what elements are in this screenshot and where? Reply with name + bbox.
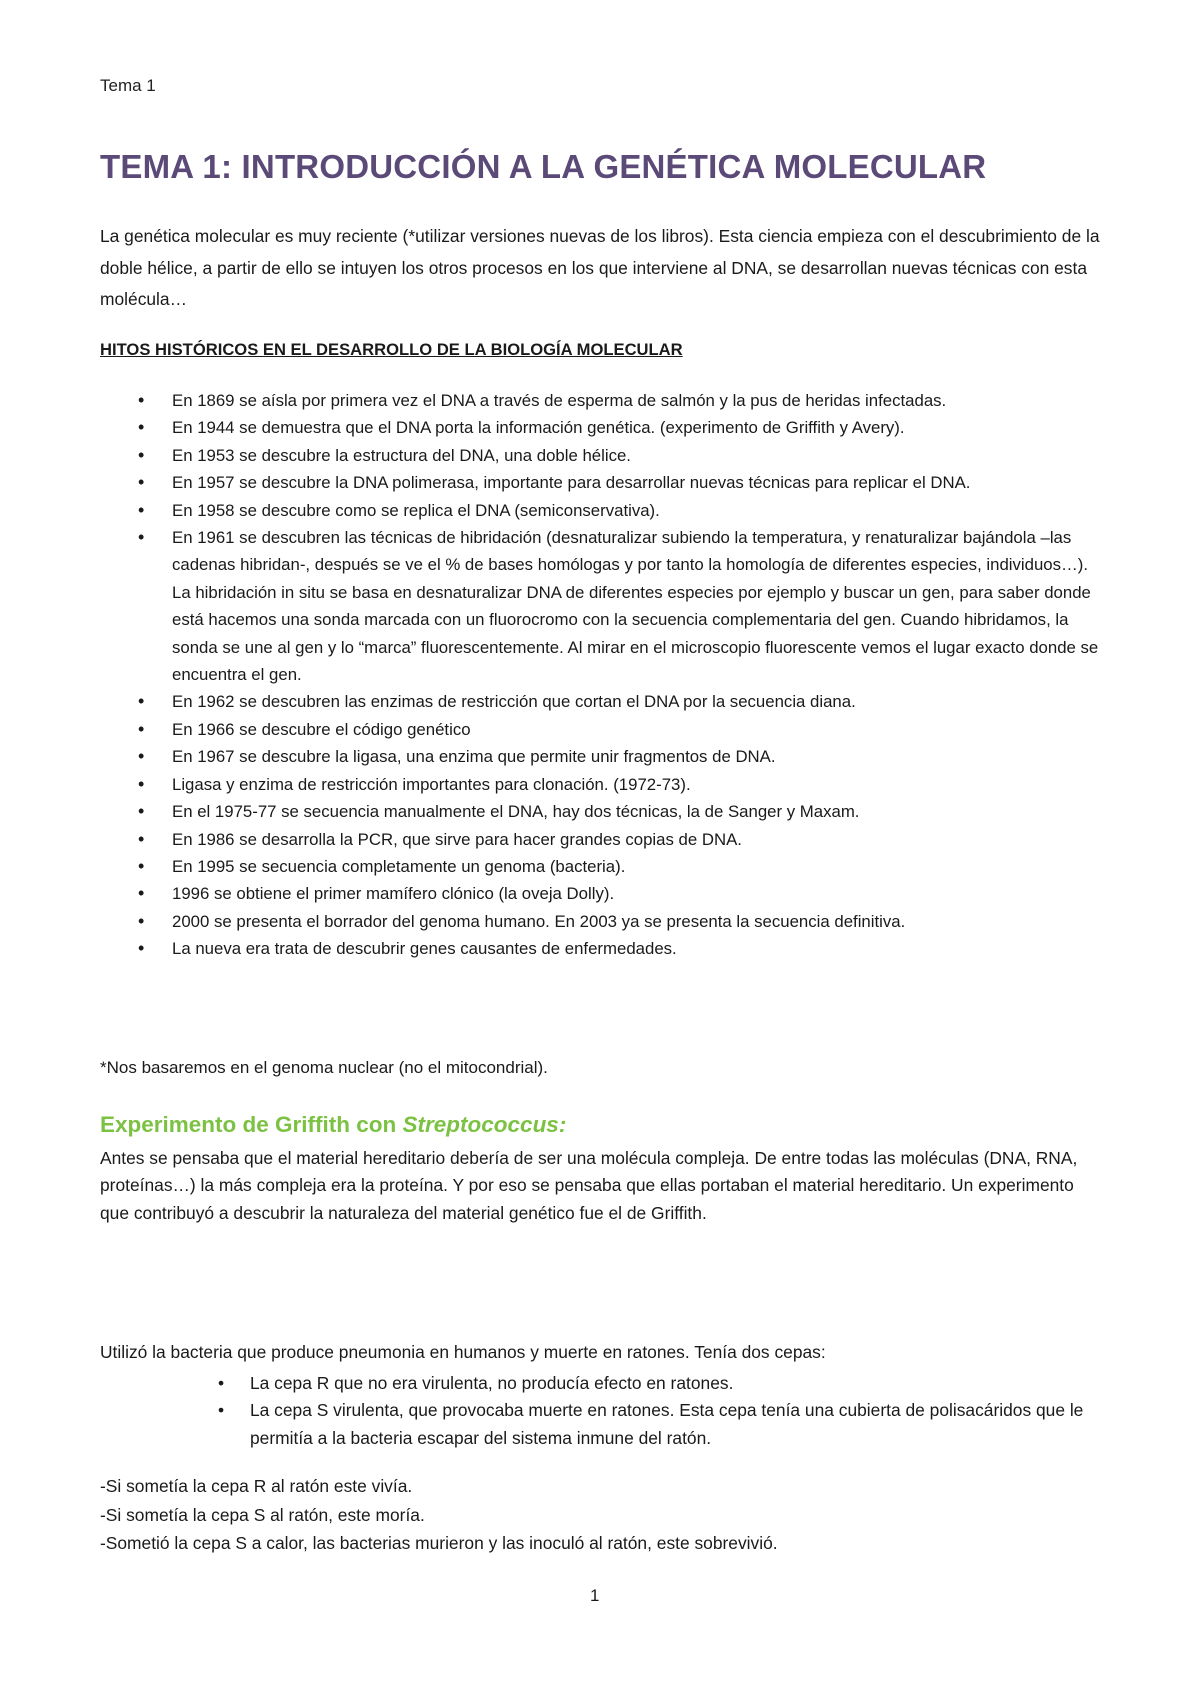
intro-paragraph: La genética molecular es muy reciente (*utilizar versiones nuevas de los libros). Esta ciencia empieza con el descubrimiento de la doble hélice, a partir de ello se intuyen los otros procesos en los que interviene al DNA, se desarrollan nuevas técnicas con esta molécula… xyxy=(100,226,1100,309)
griffith-heading-species: Streptococcus: xyxy=(402,1112,567,1137)
genome-note: *Nos basaremos en el genoma nuclear (no el mitocondrial). xyxy=(100,1058,548,1077)
page-number: 1 xyxy=(590,1586,600,1605)
result-line: -Sometió la cepa S a calor, las bacterias murieron y las inoculó al ratón, este sobrevivió. xyxy=(100,1533,778,1553)
griffith-heading-text: Experimento de Griffith con xyxy=(100,1112,403,1137)
list-item: • En 1967 se descubre la ligasa, una enzima que permite unir fragmentos de DNA. xyxy=(100,743,1100,770)
list-item: • En 1966 se descubre el código genético xyxy=(100,716,1100,743)
list-item: • En 1995 se secuencia completamente un genoma (bacteria). xyxy=(100,853,1100,880)
strains-list xyxy=(100,1370,1100,1452)
list-item: • En 1957 se descubre la DNA polimerasa, importante para desarrollar nuevas técnicas para replicar el DNA. xyxy=(100,469,1100,496)
griffith-intro-paragraph: Antes se pensaba que el material hereditario debería de ser una molécula compleja. De entre todas las moléculas (DNA, RNA, proteínas…) la más compleja era la proteína. Y por eso se pensaba que ellas portaban el material hereditario. Un experimento que contribuyó a descubrir la naturaleza del material genético fue el de Griffith. xyxy=(100,1148,1078,1223)
list-item: • En 1961 se descubren las técnicas de hibridación (desnaturalizar subiendo la temperatura, y renaturalizar bajándola –las cadenas hibridan-, después se ve el % de bases homólogas y por tanto la homología de diferentes especies, individuos…). La hibridación in situ se basa en desnaturalizar DNA de diferentes especies por ejemplo y buscar un gen, para saber donde está hacemos una sonda marcada con un fluorocromo con la secuencia complementaria del gen. Cuando hibridamos, la sonda se une al gen y lo “marca” fluorescentemente. Al mirar en el microscopio fluorescente vemos el lugar exacto donde se encuentra el gen. xyxy=(100,524,1100,688)
list-item: • En 1944 se demuestra que el DNA porta la información genética. (experimento de Griffith y Avery). xyxy=(100,414,1100,441)
list-item: • En 1958 se descubre como se replica el DNA (semiconservativa). xyxy=(100,497,1100,524)
experiment-results xyxy=(100,1472,1100,1558)
milestones-list xyxy=(100,387,1100,963)
page-header: Tema 1 xyxy=(100,76,156,95)
griffith-heading xyxy=(100,1112,566,1138)
list-item: • En 1869 se aísla por primera vez el DNA a través de esperma de salmón y la pus de heridas infectadas. xyxy=(100,387,1100,414)
list-item: • En 1962 se descubren las enzimas de restricción que cortan el DNA por la secuencia diana. xyxy=(100,688,1100,715)
list-item: • La cepa S virulenta, que provocaba muerte en ratones. Esta cepa tenía una cubierta de polisacáridos que le permitía a la bacteria escapar del sistema inmune del ratón. xyxy=(100,1397,1100,1452)
document-title: TEMA 1: INTRODUCCIÓN A LA GENÉTICA MOLECULAR xyxy=(100,148,987,185)
list-item: • Ligasa y enzima de restricción importantes para clonación. (1972-73). xyxy=(100,771,1100,798)
strains-intro: Utilizó la bacteria que produce pneumonia en humanos y muerte en ratones. Tenía dos cepas: xyxy=(100,1342,826,1362)
list-item: • En 1986 se desarrolla la PCR, que sirve para hacer grandes copias de DNA. xyxy=(100,826,1100,853)
result-line: -Si sometía la cepa R al ratón este vivía. xyxy=(100,1476,413,1496)
list-item: • La nueva era trata de descubrir genes causantes de enfermedades. xyxy=(100,935,1100,962)
list-item: • La cepa R que no era virulenta, no producía efecto en ratones. xyxy=(100,1370,1100,1397)
result-line: -Si sometía la cepa S al ratón, este moría. xyxy=(100,1504,425,1525)
list-item: • En el 1975-77 se secuencia manualmente el DNA, hay dos técnicas, la de Sanger y Maxam. xyxy=(100,798,1100,825)
milestones-heading: HITOS HISTÓRICOS EN EL DESARROLLO DE LA BIOLOGÍA MOLECULAR xyxy=(100,340,683,359)
list-item: • 2000 se presenta el borrador del genoma humano. En 2003 ya se presenta la secuencia definitiva. xyxy=(100,908,1100,935)
list-item: • En 1953 se descubre la estructura del DNA, una doble hélice. xyxy=(100,442,1100,469)
list-item: • 1996 se obtiene el primer mamífero clónico (la oveja Dolly). xyxy=(100,880,1100,907)
